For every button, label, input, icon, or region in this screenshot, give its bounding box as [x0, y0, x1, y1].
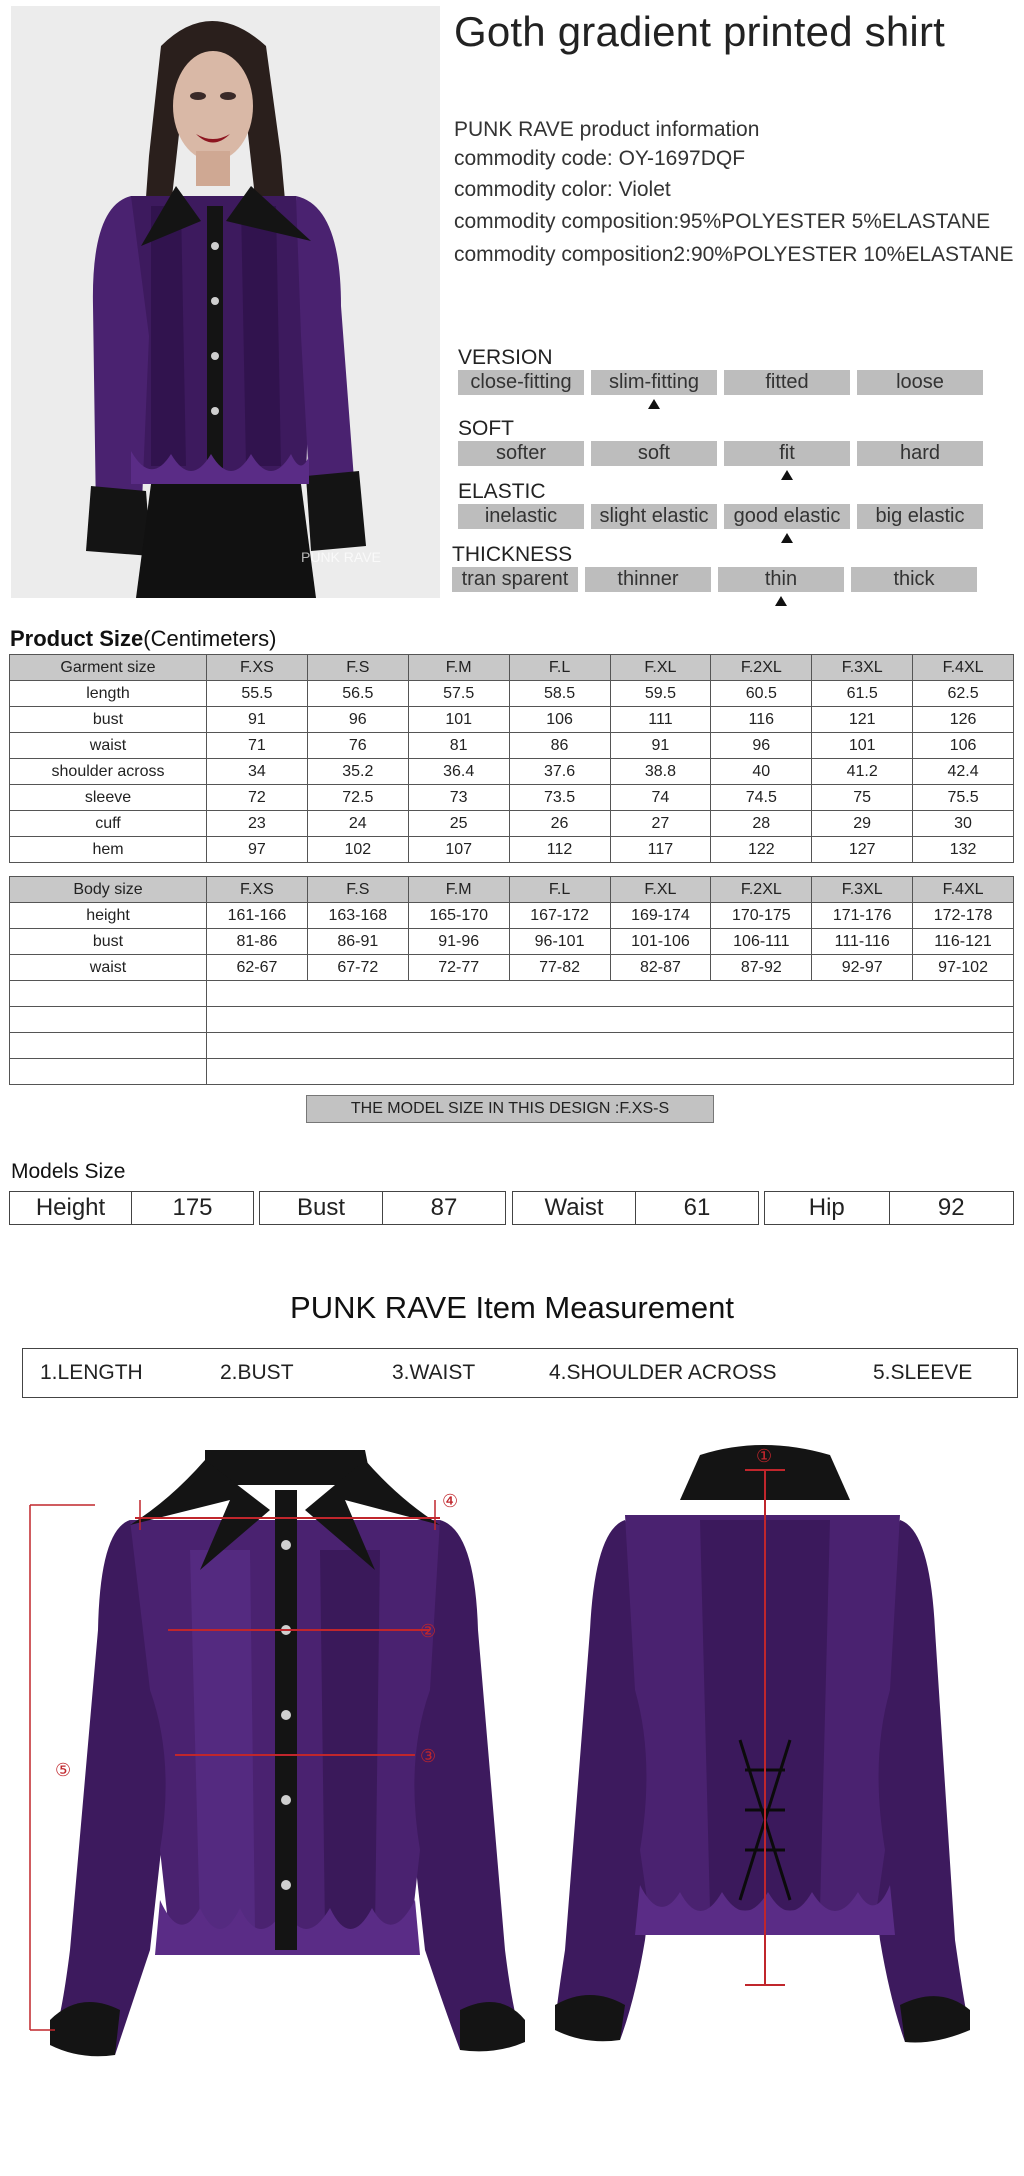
row-label-cell: height: [10, 903, 207, 929]
row-label-cell: sleeve: [10, 785, 207, 811]
table-cell: 87-92: [711, 955, 812, 981]
scale-title-soft: SOFT: [458, 417, 514, 440]
table-cell: 106: [913, 733, 1014, 759]
selected-marker-icon: [781, 470, 793, 480]
table-cell: 91: [207, 707, 308, 733]
table-cell: 107: [408, 837, 509, 863]
scale-option: thick: [851, 567, 977, 592]
table-header-cell: F.2XL: [711, 877, 812, 903]
commodity-color: [454, 178, 671, 202]
scale-option: soft: [591, 441, 717, 466]
composition2-label: commodity composition2:: [454, 243, 691, 266]
row-label-cell: length: [10, 681, 207, 707]
model-waist-box: [512, 1191, 759, 1225]
measurement-item-sleeve: 5.SLEEVE: [873, 1361, 973, 1384]
table-cell: 171-176: [812, 903, 913, 929]
table-cell: 62.5: [913, 681, 1014, 707]
model-hip-box: [764, 1191, 1014, 1225]
table-cell: 72.5: [307, 785, 408, 811]
table-header-cell: F.XL: [610, 877, 711, 903]
table-cell: 167-172: [509, 903, 610, 929]
table-cell: 121: [812, 707, 913, 733]
table-header-row: [10, 877, 1014, 903]
shirt-back: [555, 1445, 970, 2043]
table-cell: 172-178: [913, 903, 1014, 929]
measurement-diagram: [0, 1430, 1024, 2150]
measurement-item-length: 1.LENGTH: [40, 1361, 143, 1384]
scale-version: [458, 370, 983, 395]
table-cell: 169-174: [610, 903, 711, 929]
marker-waist: ③: [420, 1746, 437, 1767]
measurement-item-bust: 2.BUST: [220, 1361, 294, 1384]
table-cell: 102: [307, 837, 408, 863]
empty-cell: [10, 1007, 207, 1033]
product-title: Goth gradient printed shirt: [454, 8, 946, 55]
table-cell: 55.5: [207, 681, 308, 707]
measurement-legend-box: [22, 1348, 1018, 1398]
empty-cell: [10, 981, 207, 1007]
table-cell: 59.5: [610, 681, 711, 707]
code-label: commodity code:: [454, 147, 613, 170]
commodity-composition: [454, 210, 990, 234]
table-cell: 86-91: [307, 929, 408, 955]
scale-option: big elastic: [857, 504, 983, 529]
product-size-label: Product Size: [10, 626, 144, 651]
table-row: [10, 681, 1014, 707]
table-header-cell: F.4XL: [913, 877, 1014, 903]
table-row: [10, 785, 1014, 811]
model-hip-label: Hip: [808, 1194, 845, 1221]
table-cell: 30: [913, 811, 1014, 837]
table-row: [10, 759, 1014, 785]
row-label-cell: waist: [10, 733, 207, 759]
color-value: Violet: [618, 178, 671, 201]
table-header-cell: F.3XL: [812, 655, 913, 681]
table-header-cell: F.M: [408, 877, 509, 903]
table-cell: 170-175: [711, 903, 812, 929]
table-cell: 117: [610, 837, 711, 863]
table-cell: 29: [812, 811, 913, 837]
measurement-item-shoulder: 4.SHOULDER ACROSS: [549, 1361, 777, 1384]
scale-elastic: [458, 504, 983, 529]
marker-shoulder: ④: [442, 1491, 459, 1512]
color-label: commodity color:: [454, 178, 613, 201]
empty-table-row: [10, 1059, 1014, 1085]
table-header-cell: F.S: [307, 655, 408, 681]
scale-option: thinner: [585, 567, 711, 592]
table-cell: 72-77: [408, 955, 509, 981]
table-cell: 96-101: [509, 929, 610, 955]
table-cell: 101: [408, 707, 509, 733]
table-cell: 73.5: [509, 785, 610, 811]
row-label-cell: hem: [10, 837, 207, 863]
table-cell: 116-121: [913, 929, 1014, 955]
table-cell: 132: [913, 837, 1014, 863]
table-cell: 57.5: [408, 681, 509, 707]
table-row: [10, 903, 1014, 929]
table-header-cell: F.L: [509, 655, 610, 681]
table-row: [10, 955, 1014, 981]
scale-title-thickness: THICKNESS: [452, 543, 573, 566]
model-height-value: 175: [131, 1192, 253, 1224]
commodity-code: [454, 147, 745, 171]
table-cell: 81-86: [207, 929, 308, 955]
table-cell: 111: [610, 707, 711, 733]
composition-value: 95%POLYESTER 5%ELASTANE: [679, 210, 991, 233]
table-cell: 96: [711, 733, 812, 759]
table-cell: 62-67: [207, 955, 308, 981]
empty-table-row: [10, 981, 1014, 1007]
model-size-note: THE MODEL SIZE IN THIS DESIGN :F.XS-S: [306, 1095, 714, 1123]
table-cell: 165-170: [408, 903, 509, 929]
scale-option: tran sparent: [452, 567, 578, 592]
measurement-title: PUNK RAVE Item Measurement: [290, 1290, 734, 1325]
marker-length: ①: [756, 1446, 773, 1467]
row-label-cell: bust: [10, 929, 207, 955]
table-cell: 76: [307, 733, 408, 759]
scale-soft: [458, 441, 983, 466]
selected-marker-icon: [648, 399, 660, 409]
table-cell: 97: [207, 837, 308, 863]
empty-table-row: [10, 1007, 1014, 1033]
hero-photo: [11, 6, 440, 598]
table-header-cell: F.XS: [207, 877, 308, 903]
model-hip-value: 92: [889, 1192, 1014, 1224]
table-cell: 86: [509, 733, 610, 759]
model-waist-label: Waist: [544, 1194, 604, 1221]
table-cell: 77-82: [509, 955, 610, 981]
scale-option: softer: [458, 441, 584, 466]
table-cell: 75.5: [913, 785, 1014, 811]
row-label-cell: bust: [10, 707, 207, 733]
model-height-box: [9, 1191, 254, 1225]
scale-option: fit: [724, 441, 850, 466]
table-cell: 97-102: [913, 955, 1014, 981]
table-cell: 36.4: [408, 759, 509, 785]
empty-cell: [207, 1059, 1014, 1085]
scale-title-version: VERSION: [458, 346, 553, 369]
table-cell: 40: [711, 759, 812, 785]
empty-cell: [10, 1033, 207, 1059]
table-row: [10, 811, 1014, 837]
table-cell: 82-87: [610, 955, 711, 981]
table-cell: 106-111: [711, 929, 812, 955]
scale-option: thin: [718, 567, 844, 592]
table-cell: 25: [408, 811, 509, 837]
table-cell: 111-116: [812, 929, 913, 955]
product-size-unit: (Centimeters): [143, 626, 277, 651]
table-cell: 61.5: [812, 681, 913, 707]
table-cell: 28: [711, 811, 812, 837]
selected-marker-icon: [775, 596, 787, 606]
table-header-cell: F.2XL: [711, 655, 812, 681]
scale-option: good elastic: [724, 504, 850, 529]
product-size-title: [10, 626, 277, 652]
table-header-cell: F.4XL: [913, 655, 1014, 681]
table-header-cell: F.XS: [207, 655, 308, 681]
table-cell: 27: [610, 811, 711, 837]
table-cell: 126: [913, 707, 1014, 733]
table-cell: 112: [509, 837, 610, 863]
scale-option: loose: [857, 370, 983, 395]
table-cell: 71: [207, 733, 308, 759]
table-cell: 116: [711, 707, 812, 733]
brand-info: PUNK RAVE product information: [454, 118, 760, 141]
table-cell: 161-166: [207, 903, 308, 929]
models-size-title: Models Size: [11, 1160, 126, 1183]
scale-thickness: [452, 567, 977, 592]
scale-option: inelastic: [458, 504, 584, 529]
scale-option: fitted: [724, 370, 850, 395]
row-label-cell: cuff: [10, 811, 207, 837]
shirt-front: [30, 1450, 525, 2056]
code-value: OY-1697DQF: [618, 147, 746, 170]
table-cell: 73: [408, 785, 509, 811]
table-cell: 92-97: [812, 955, 913, 981]
table-cell: 106: [509, 707, 610, 733]
table-cell: 56.5: [307, 681, 408, 707]
body-size-table: [9, 876, 1014, 1085]
table-cell: 127: [812, 837, 913, 863]
empty-cell: [10, 1059, 207, 1085]
table-header-cell: F.S: [307, 877, 408, 903]
table-header-cell: F.3XL: [812, 877, 913, 903]
table-cell: 96: [307, 707, 408, 733]
empty-cell: [207, 1033, 1014, 1059]
table-cell: 91: [610, 733, 711, 759]
empty-table-row: [10, 1033, 1014, 1059]
table-header-row: [10, 655, 1014, 681]
composition-label: commodity composition:: [454, 210, 680, 233]
table-cell: 35.2: [307, 759, 408, 785]
table-cell: 75: [812, 785, 913, 811]
table-row: [10, 707, 1014, 733]
model-bust-label: Bust: [296, 1194, 346, 1221]
scale-title-elastic: ELASTIC: [458, 480, 546, 503]
table-cell: 67-72: [307, 955, 408, 981]
table-cell: 26: [509, 811, 610, 837]
table-cell: 58.5: [509, 681, 610, 707]
model-height-label: Height: [35, 1194, 106, 1221]
commodity-composition2: [454, 243, 1013, 267]
table-cell: 23: [207, 811, 308, 837]
measurement-item-waist: 3.WAIST: [392, 1361, 476, 1384]
table-cell: 122: [711, 837, 812, 863]
table-cell: 41.2: [812, 759, 913, 785]
table-cell: 60.5: [711, 681, 812, 707]
scale-option: hard: [857, 441, 983, 466]
table-cell: 81: [408, 733, 509, 759]
table-row: [10, 837, 1014, 863]
model-photo: [11, 6, 440, 598]
marker-bust: ②: [420, 1621, 437, 1642]
table-cell: 37.6: [509, 759, 610, 785]
scale-option: close-fitting: [458, 370, 584, 395]
table-row: [10, 929, 1014, 955]
table-cell: 163-168: [307, 903, 408, 929]
table-cell: 42.4: [913, 759, 1014, 785]
empty-cell: [207, 981, 1014, 1007]
table-cell: 38.8: [610, 759, 711, 785]
model-bust-value: 87: [382, 1192, 505, 1224]
selected-marker-icon: [781, 533, 793, 543]
row-label-cell: shoulder across: [10, 759, 207, 785]
table-header-cell: F.XL: [610, 655, 711, 681]
table-cell: 74.5: [711, 785, 812, 811]
table-cell: 91-96: [408, 929, 509, 955]
model-waist-value: 61: [635, 1192, 758, 1224]
table-header-cell: F.L: [509, 877, 610, 903]
photo-watermark: PUNK RAVE: [301, 549, 381, 565]
table-cell: 101: [812, 733, 913, 759]
table-cell: 74: [610, 785, 711, 811]
table-cell: 72: [207, 785, 308, 811]
table-cell: 24: [307, 811, 408, 837]
model-bust-box: [259, 1191, 506, 1225]
garment-size-table: [9, 654, 1014, 863]
table-header-cell: F.M: [408, 655, 509, 681]
table-cell: 34: [207, 759, 308, 785]
row-label-cell: waist: [10, 955, 207, 981]
empty-cell: [207, 1007, 1014, 1033]
table-header-cell: Garment size: [10, 655, 207, 681]
composition2-value: 90%POLYESTER 10%ELASTANE: [690, 243, 1014, 266]
table-cell: 101-106: [610, 929, 711, 955]
scale-option: slim-fitting: [591, 370, 717, 395]
scale-option: slight elastic: [591, 504, 717, 529]
table-header-cell: Body size: [10, 877, 207, 903]
table-row: [10, 733, 1014, 759]
marker-sleeve: ⑤: [55, 1760, 72, 1781]
